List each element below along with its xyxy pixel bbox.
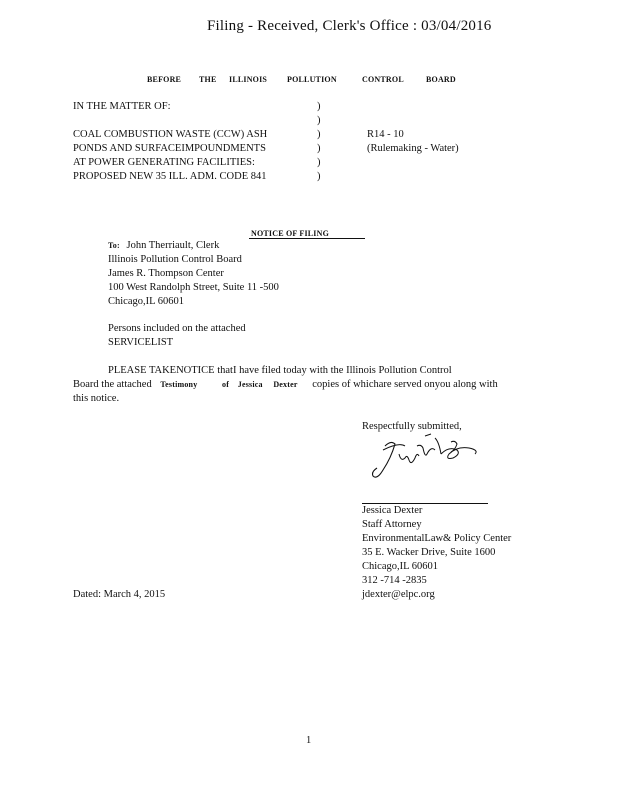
case-number: R14 - 10 [367, 129, 404, 140]
page-number: 1 [306, 735, 312, 746]
to-address-line-2: Illinois Pollution Control Board [108, 254, 242, 265]
to-line [108, 240, 219, 251]
board-title-control: CONTROL [362, 75, 404, 84]
testimony-word: Testimony [160, 380, 198, 389]
body-line-2f: copies of whichare served onyou along with [312, 379, 498, 390]
to-recipient-name: John Therriault, Clerk [126, 240, 220, 251]
signature-line [362, 503, 488, 504]
caption-bracket: ) [317, 157, 321, 168]
caption-line-2: PONDS AND SURFACEIMPOUNDMENTS [73, 143, 266, 154]
signer-email: jdexter@elpc.org [362, 589, 435, 600]
in-the-matter-of: IN THE MATTER OF: [73, 101, 171, 112]
dated-line: Dated: March 4, 2015 [73, 589, 166, 600]
body-line-2 [73, 379, 498, 390]
body-line-2a: Board the attached [73, 379, 152, 390]
body-line-1: PLEASE TAKENOTICE thatI have filed today with the Illinois Pollution Control [108, 365, 452, 376]
handwritten-signature [365, 432, 490, 487]
body-line-3: this notice. [73, 393, 120, 404]
to-label: To: [108, 241, 120, 250]
to-address-line-3: James R. Thompson Center [108, 268, 224, 279]
board-title-board: BOARD [426, 75, 456, 84]
caption-bracket: ) [317, 101, 321, 112]
signer-title: Staff Attorney [362, 519, 422, 530]
signer-organization: EnvironmentalLaw& Policy Center [362, 533, 512, 544]
caption-bracket: ) [317, 129, 321, 140]
notice-title-underline [249, 238, 365, 239]
filing-received-header: Filing - Received, Clerk's Office : 03/04/2016 [207, 18, 492, 34]
board-title-the: THE [199, 75, 217, 84]
signer-phone: 312 -714 -2835 [362, 575, 427, 586]
caption-line-3: AT POWER GENERATING FACILITIES: [73, 157, 255, 168]
to-address-line-5: Chicago,IL 60601 [108, 296, 185, 307]
board-title-illinois: ILLINOIS [229, 75, 268, 84]
dexter-word: Dexter [273, 380, 298, 389]
caption-line-4: PROPOSED NEW 35 ILL. ADM. CODE 841 [73, 171, 267, 182]
closing-respectfully-submitted: Respectfully submitted, [362, 421, 462, 432]
signer-city: Chicago,IL 60601 [362, 561, 439, 572]
caption-line-1: COAL COMBUSTION WASTE (CCW) ASH [73, 129, 268, 140]
to-address-line-4: 100 West Randolph Street, Suite 11 -500 [108, 282, 279, 293]
signer-address: 35 E. Wacker Drive, Suite 1600 [362, 547, 496, 558]
caption-bracket: ) [317, 171, 321, 182]
persons-included-line: Persons included on the attached [108, 323, 246, 334]
caption-bracket: ) [317, 143, 321, 154]
signer-name: Jessica Dexter [362, 505, 423, 516]
service-list-line: SERVICELIST [108, 337, 174, 348]
case-type: (Rulemaking - Water) [367, 143, 459, 154]
notice-of-filing-title: NOTICE OF FILING [251, 229, 330, 238]
caption-bracket: ) [317, 115, 321, 126]
board-title-pollution: POLLUTION [287, 75, 337, 84]
jessica-word: Jessica [237, 380, 263, 389]
of-word: of [222, 380, 230, 389]
board-title-before: BEFORE [147, 75, 182, 84]
